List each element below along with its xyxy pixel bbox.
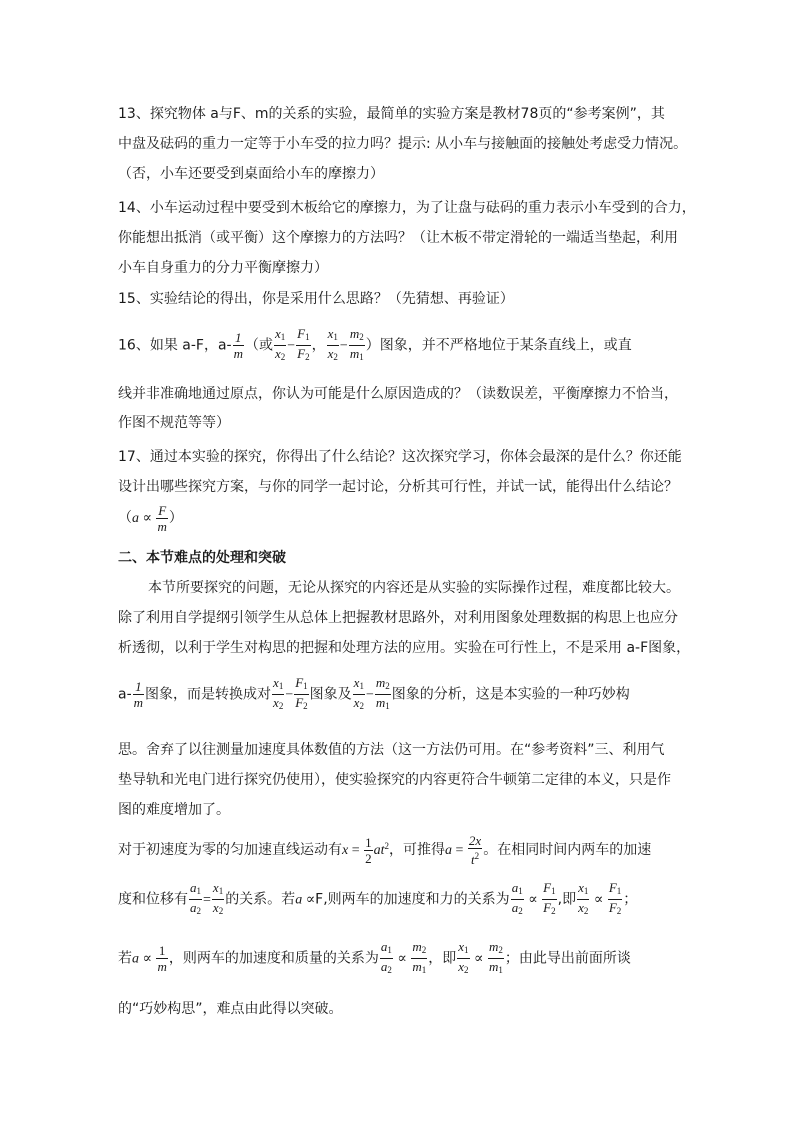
q13-line-2: 中盘及砝码的重力一定等于小车受的拉力吗？提示: 从小车与接触面的接触处考虑受力情况。 [118, 136, 688, 152]
fraction-m2-m1-d: $\frac{m_2}{m_1}$ [489, 939, 503, 975]
fraction-a1-a2-b: $\frac{a_1}{a_2}$ [511, 880, 523, 916]
para1-line-3: 析透彻，以利于学生对构思的把握和处理方法的应用。实验在可行性上，不是采用 a-F图象， [118, 640, 691, 656]
para1-line-5: 思。舍弃了以往测量加速度具体数值的方法（这一方法仍可用。在“参考资料”三、利用气 [118, 742, 665, 758]
q13-line-1: 13、探究物体 a与F、m的关系的实验，最简单的实验方案是教材78页的“参考案例”，其 [118, 106, 665, 122]
fraction-f1-f2-d: $\frac{F_1}{F_2}$ [608, 880, 622, 916]
q17-open-paren: （ [118, 510, 132, 526]
para1-line-6: 垫导轨和光电门进行探究仍使用），使实验探究的内容更符合牛顿第二定律的本义，只是作 [118, 772, 671, 788]
fraction-m2-m1-b: $\frac{m_2}{m_1}$ [375, 675, 390, 711]
para2-text-l: ；由此导出前面所谈 [504, 950, 631, 967]
fraction-1-over-m: $\frac{1}{m}$ [233, 330, 243, 361]
q17-line-3: （a ∝ $\frac{F}{m}$ ） [118, 502, 183, 534]
para2-line-2: 度和位移有 $\frac{a_1}{a_2}$ = $\frac{x_1}{x_2}$ 的关系。若a ∝F,则两车的加速度和力的关系为 $\frac{a_1}{a_2}$ ∝ $\frac{F_1}{F_2}$ ,即 $\frac{x_1}{x_2}$ ∝ $\frac{F_1}{F_2}$ ； [118, 880, 637, 919]
q17-close-paren: ） [168, 510, 183, 526]
para2-text-a: 对于初速度为零的匀加速直线运动有 [118, 842, 342, 858]
fraction-one-half: $\frac{1}{2}$ [365, 834, 372, 866]
q14-line-3: 小车自身重力的分力平衡摩擦力） [118, 260, 328, 276]
q16-line-3: 作图不规范等等） [118, 415, 230, 431]
fraction-f1-f2-b: $\frac{F_1}{F_2}$ [295, 675, 308, 711]
fraction-x1-x2-d: $\frac{x_1}{x_2}$ [353, 675, 364, 711]
q17-line-2: 设计出哪些探究方案，与你的同学一起讨论，分析其可行性，并试一试，能得出什么结论？ [118, 479, 678, 495]
fraction-f-over-m: $\frac{F}{m}$ [157, 502, 167, 534]
para1-text-d: 图象的分析，这是本实验的一种巧妙构 [391, 686, 630, 703]
fraction-x1-x2-e: $\frac{x_1}{x_2}$ [212, 880, 224, 916]
para2-text-h: ； [623, 891, 638, 908]
fraction-m2-m1: $\frac{m_2}{m_1}$ [349, 326, 364, 362]
fraction-1-over-m-b: $\frac{1}{m}$ [133, 679, 144, 710]
fraction-x1-x2: $\frac{x_1}{x_2}$ [274, 326, 286, 362]
q16-text-b: （或 [244, 337, 273, 354]
para2-text-e: 的关系。若 [225, 891, 296, 908]
para1-line-2: 除了利用自学提纲引领学生从总体上把握教材思路外，对利用图象处理数据的构思上也应分 [118, 610, 678, 626]
q16-text-c: ， [311, 337, 326, 354]
q15-line-1: 15、实验结论的得出，你是采用什么思路？（先猜想、再验证） [118, 291, 514, 307]
fraction-x1-x2-c: $\frac{x_1}{x_2}$ [273, 675, 284, 711]
q13-line-3: （否，小车还要受到桌面给小车的摩擦力） [118, 166, 384, 182]
q16-line-1: 16、如果 a-F，a- $\frac{1}{m}$ （或 $\frac{x_1}{x_2}$ − $\frac{F_1}{F_2}$ ， $\frac{x_1}{x_2}$ − $\frac{m_2}{m_1}$ ）图象，并不严格地位于某条直线上，或直 [118, 326, 632, 365]
para2-text-i: 若 [118, 950, 132, 967]
para2-text-k: ，即 [428, 950, 457, 967]
para2-text-d: 度和位移有 [118, 891, 188, 908]
section-heading: 二、本节难点的处理和突破 [118, 550, 286, 566]
para2-text-f: F,则两车的加速度和力的关系为 [315, 891, 510, 908]
para1-text-c: 图象及 [309, 686, 352, 703]
para1-line-1: 本节所要探究的问题，无论从探究的内容还是从实验的实际操作过程，难度都比较大。 [148, 580, 680, 596]
para2-line-1: 对于初速度为零的匀加速直线运动有x = $\frac{1}{2}$ $at^2$，可推得a = $\frac{2x}{t^2}$ 。在相同时间内两车的加速 [118, 833, 652, 867]
para1-line-7: 图的难度增加了。 [118, 802, 230, 818]
q16-text-a: 16、如果 a-F，a- [118, 337, 232, 354]
fraction-x1-x2-f: $\frac{x_1}{x_2}$ [578, 880, 589, 916]
fraction-a1-a2-c: $\frac{a_1}{a_2}$ [380, 939, 392, 975]
q14-line-2: 你能想出抵消（或平衡）这个摩擦力的方法吗？（让木板不带定滑轮的一端适当垫起，利用 [118, 230, 678, 246]
para2-text-b: ，可推得 [389, 842, 446, 858]
q16-line-2: 线并非准确地通过原点，你认为可能是什么原因造成的？（读数误差，平衡摩擦力不恰当， [118, 386, 678, 402]
fraction-a1-a2: $\frac{a_1}{a_2}$ [190, 880, 201, 916]
para1-text-a: a- [118, 686, 132, 703]
q14-line-1: 14、小车运动过程中要受到木板给它的摩擦力，为了让盘与砝码的重力表示小车受到的合力， [118, 200, 696, 216]
q16-text-d: ）图象，并不严格地位于某条直线上，或直 [365, 337, 632, 354]
fraction-m2-m1-c: $\frac{m_2}{m_1}$ [412, 939, 427, 975]
para2-line-3: 若a ∝ $\frac{1}{m}$ ，则两车的加速度和质量的关系为 $\frac{a_1}{a_2}$ ∝ $\frac{m_2}{m_1}$ ，即 $\frac{x_1}{x_2}$ ∝ $\frac{m_2}{m_1}$ ；由此导出前面所谈 [118, 939, 631, 978]
para2-text-j: ，则两车的加速度和质量的关系为 [168, 950, 379, 967]
para2-text-c: 。在相同时间内两车的加速 [483, 842, 652, 858]
fraction-2x-over-t2: $\frac{2x}{t^2}$ [468, 833, 482, 867]
fraction-f1-f2: $\frac{F_1}{F_2}$ [297, 326, 310, 362]
fraction-f1-f2-c: $\frac{F_1}{F_2}$ [543, 880, 556, 916]
para2-text-g: ,即 [557, 891, 577, 908]
para2-line-4: 的“巧妙构思”，难点由此得以突破。 [118, 1001, 343, 1017]
fraction-1-over-m-c: $\frac{1}{m}$ [157, 943, 167, 974]
para1-line-4: a- $\frac{1}{m}$ 图象，而是转换成对 $\frac{x_1}{x_2}$ − $\frac{F_1}{F_2}$ 图象及 $\frac{x_1}{x_2}$ − $\frac{m_2}{m_1}$ 图象的分析，这是本实验的一种巧妙构 [118, 675, 630, 714]
fraction-x1-x2-b: $\frac{x_1}{x_2}$ [327, 326, 338, 362]
fraction-x1-x2-g: $\frac{x_1}{x_2}$ [458, 939, 469, 975]
q17-line-1: 17、通过本实验的探究，你得出了什么结论？这次探究学习，你体会最深的是什么？你还能 [118, 449, 682, 465]
para1-text-b: 图象，而是转换成对 [145, 686, 272, 703]
